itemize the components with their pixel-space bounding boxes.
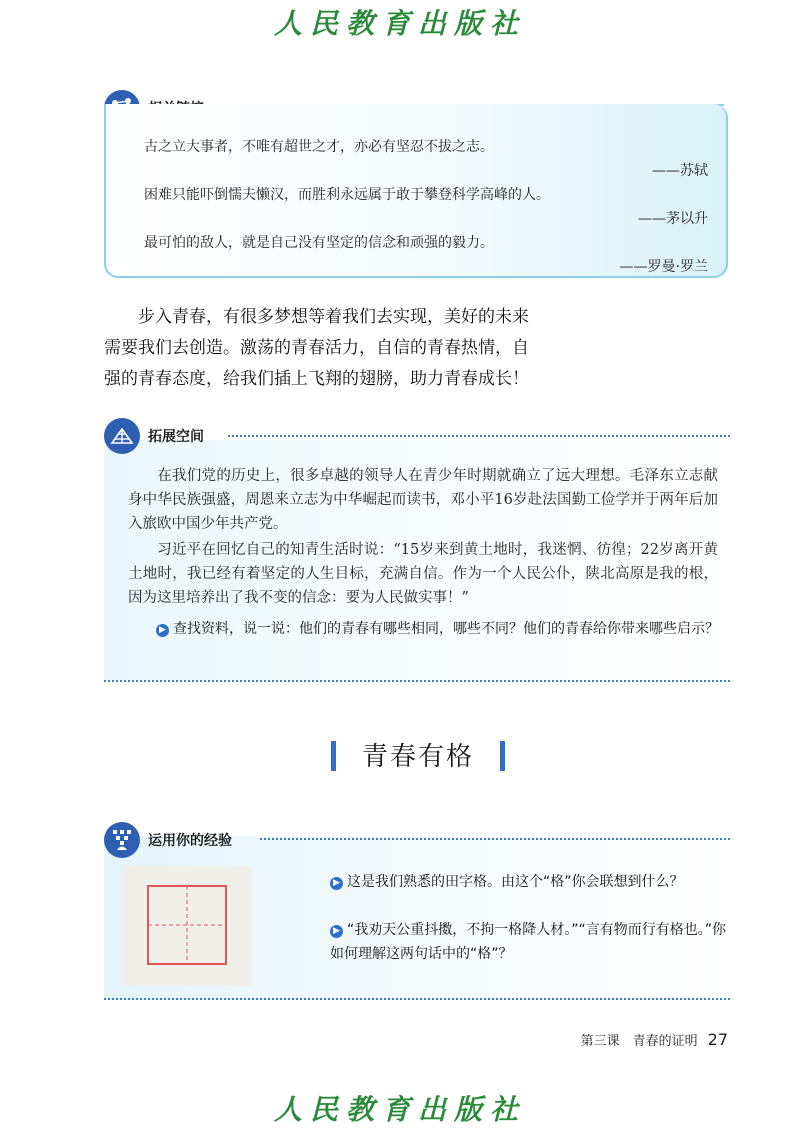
body-line-3: 强的青春态度，给我们插上飞翔的翅膀，助力青春成长！ bbox=[104, 369, 529, 389]
body-line-2: 需要我们去创造。激荡的青春活力，自信的青春热情，自 bbox=[104, 338, 529, 358]
arrow-bullet-icon: ▶ bbox=[330, 925, 343, 938]
tian-grid-image bbox=[122, 866, 252, 986]
arrow-bullet-icon: ▶ bbox=[330, 877, 343, 890]
section-heading bbox=[0, 736, 800, 773]
quote-1-author: ——苏轼 bbox=[652, 163, 708, 179]
expand-paragraph-2 bbox=[128, 538, 718, 610]
expand-space-bottom-rule bbox=[104, 680, 730, 682]
expand-space-top-rule bbox=[228, 435, 730, 437]
page-number: 27 bbox=[707, 1030, 728, 1049]
experience-question-1-text: 这是我们熟悉的田字格。由这个“格”你会联想到什么？ bbox=[347, 874, 684, 890]
expand-task-text: 查找资料，说一说：他们的青春有哪些相同，哪些不同？他们的青春给你带来哪些启示？ bbox=[173, 621, 719, 637]
publisher-watermark-bottom: 人民教育出版社 bbox=[273, 1093, 526, 1126]
quote-3-author: ——罗曼·罗兰 bbox=[619, 259, 708, 275]
expand-paragraph-1-text: 在我们党的历史上，很多卓越的领导人在青少年时期就确立了远大理想。毛泽东立志献身中华民族强盛，周恩来立志为中华崛起而读书，邓小平16岁赴法国勤工俭学并于两年后加入旅欧中国少年共产党。 bbox=[128, 468, 718, 532]
experience-question-2 bbox=[330, 918, 730, 966]
heading-bar-right bbox=[500, 741, 505, 771]
expand-paragraph-1 bbox=[128, 464, 718, 536]
experience-header bbox=[104, 820, 232, 860]
body-line-1: 步入青春，有很多梦想等着我们去实现，美好的未来 bbox=[138, 307, 529, 327]
section-heading-text: 青春有格 bbox=[361, 742, 474, 772]
quote-2: 困难只能吓倒懦夫懒汉，而胜利永远属于敢于攀登科学高峰的人。 bbox=[144, 187, 550, 203]
experience-bottom-rule bbox=[104, 998, 730, 1000]
body-paragraph bbox=[104, 302, 584, 395]
experience-question-1 bbox=[330, 870, 730, 894]
expand-task bbox=[120, 618, 720, 641]
expand-paragraph-2-text: 习近平在回忆自己的知青生活时说：“15岁来到黄土地时，我迷惘、彷徨；22岁离开黄土地时，我已经有着坚定的人生目标，充满自信。作为一个人民公仆，陕北高原是我的根，因为这里培养出了我不变的信念：要为人民做实事！” bbox=[128, 542, 718, 606]
related-links-box bbox=[104, 104, 728, 278]
pixel-tree-icon bbox=[104, 822, 140, 858]
page-footer bbox=[581, 1030, 728, 1049]
quote-2-author: ——茅以升 bbox=[638, 211, 708, 227]
grid-road-icon bbox=[104, 418, 140, 454]
experience-title: 运用你的经验 bbox=[148, 833, 232, 849]
quote-3: 最可怕的敌人，就是自己没有坚定的信念和顽强的毅力。 bbox=[144, 235, 494, 251]
expand-space-title: 拓展空间 bbox=[148, 429, 204, 445]
publisher-watermark-top: 人民教育出版社 bbox=[273, 7, 526, 40]
heading-bar-left bbox=[331, 741, 336, 771]
expand-space-header bbox=[104, 416, 204, 456]
experience-top-rule bbox=[260, 838, 730, 840]
arrow-bullet-icon: ▶ bbox=[156, 624, 169, 637]
quote-1: 古之立大事者，不唯有超世之才，亦必有坚忍不拔之志。 bbox=[144, 139, 494, 155]
experience-question-2-text: “我劝天公重抖擞，不拘一格降人材。”“言有物而行有格也。”你如何理解这两句话中的“格”？ bbox=[330, 922, 727, 962]
chapter-label: 第三课 青春的证明 bbox=[580, 1034, 698, 1049]
